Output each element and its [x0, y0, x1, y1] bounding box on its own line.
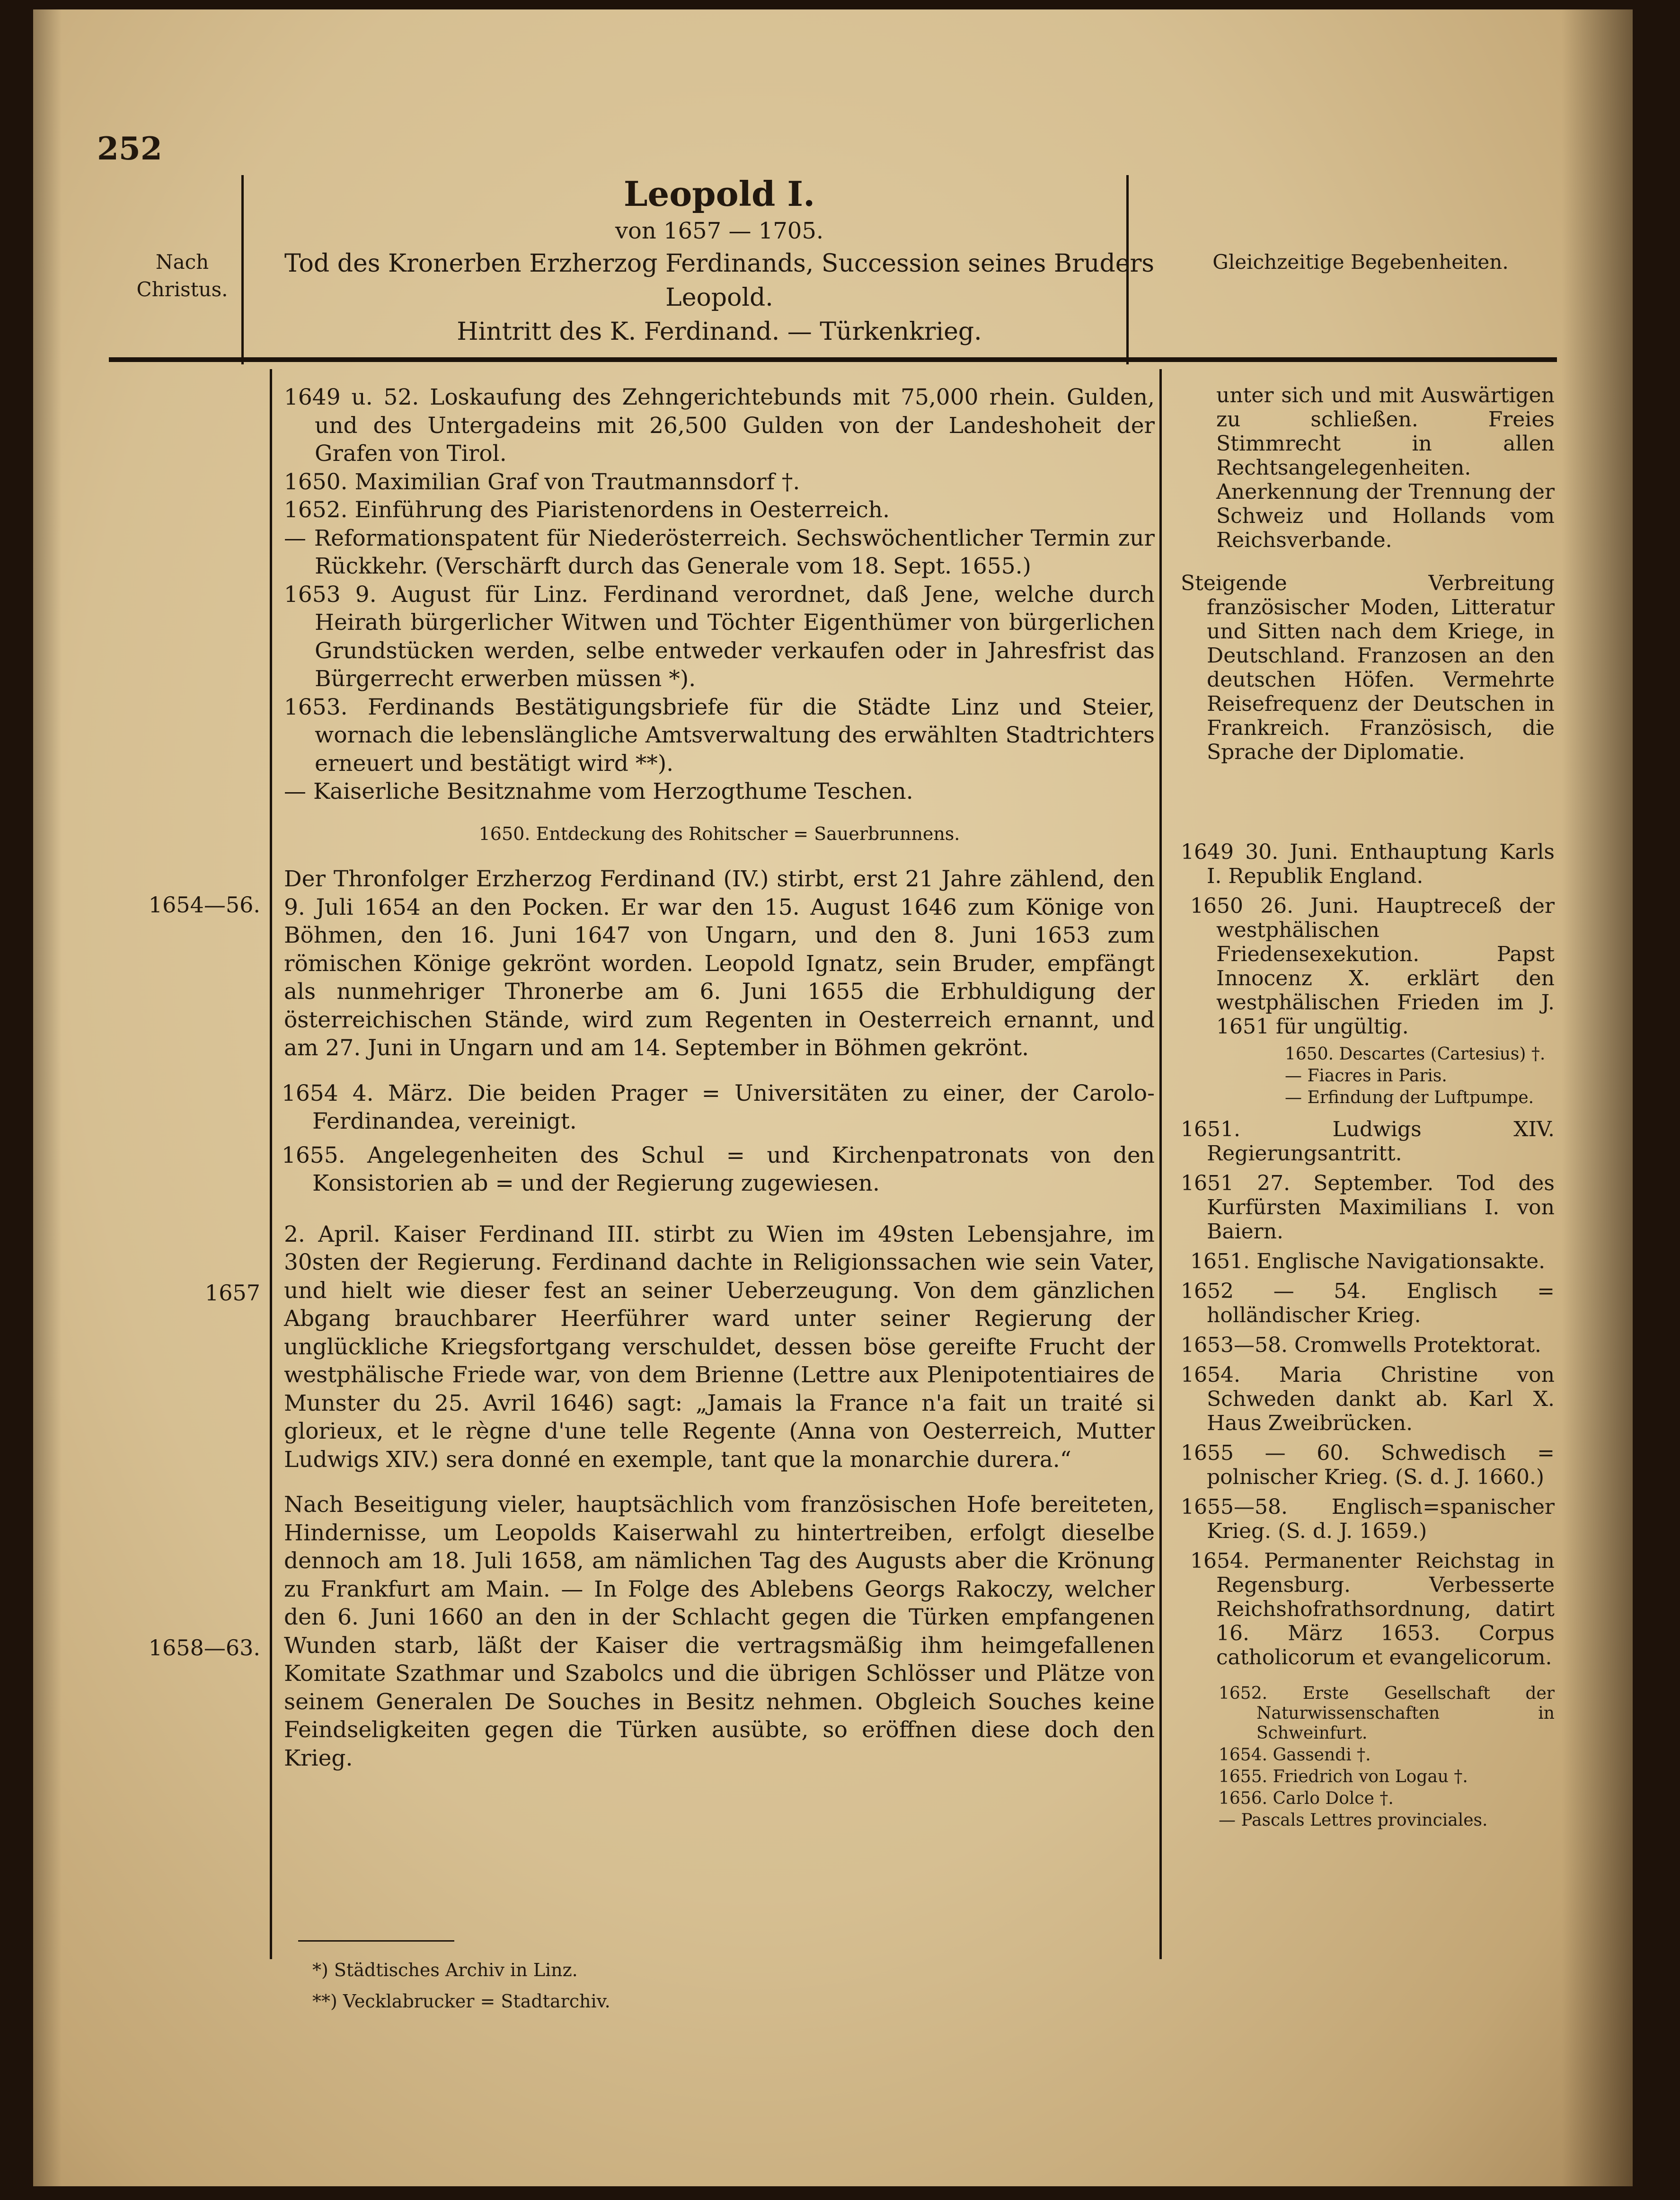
year-label: 1658—63. — [148, 1635, 260, 1661]
entry: — Reformationspatent für Niederösterreich. Sechswöchentlicher Termin zur Rückkehr. (Verschärft durch das Generale vom 18. Sept. 1655.) — [284, 525, 1155, 579]
side-entry: 1649 30. Juni. Enthauptung Karls I. Republik England. — [1181, 840, 1555, 888]
body-divider-left — [270, 369, 272, 1959]
header-divider-left — [241, 175, 244, 364]
entry: 1652. Einführung des Piaristenordens in Oesterreich. — [284, 497, 890, 523]
entry: 1653. Ferdinands Bestätigungsbriefe für die Städte Linz und Steier, wornach die lebenslängliche Amtsverwaltung des erwählten Stadtrichters erneuert und bestätigt wird **). — [284, 694, 1155, 777]
reign-title: Leopold I. — [623, 174, 815, 214]
reign-dates: von 1657 — 1705. — [615, 218, 824, 244]
entry: — Kaiserliche Besitznahme vom Herzogthume Teschen. — [284, 778, 913, 804]
page-number: 252 — [97, 130, 162, 167]
side-entry: 1654. Permanenter Reichstag in Regensburg. Verbesserte Reichshofrathsordnung, datirt 16. März 1653. Corpus catholicorum et evangelicorum. — [1190, 1549, 1555, 1670]
side-entry: 1655—58. Englisch=spanischer Krieg. (S. d. J. 1659.) — [1181, 1495, 1555, 1543]
side-entry: 1652 — 54. Englisch = holländischer Krieg. — [1181, 1279, 1555, 1327]
side-entry: 1653—58. Cromwells Protektorat. — [1181, 1333, 1541, 1357]
side-entry: — Erfindung der Luftpumpe. — [1285, 1088, 1534, 1107]
year-label: 1654—56. — [148, 892, 260, 918]
footnotes — [312, 1954, 880, 2017]
footnote: *) Städtisches Archiv in Linz. — [312, 1960, 578, 1980]
side-entry: Steigende Verbreitung französischer Moden, Litteratur und Sitten nach dem Kriege, in Deutschland. Franzosen an den deutschen Höfen. Vermehrte Reisefrequenz der Deutschen in Frankreich. Französisch, die Sprache der Diplomatie. — [1181, 571, 1555, 764]
footnote-rule — [298, 1940, 454, 1942]
side-entry: 1651. Englische Navigationsakte. — [1190, 1249, 1546, 1273]
side-entry: 1656. Carlo Dolce †. — [1219, 1789, 1394, 1808]
footnote: **) Vecklabrucker = Stadtarchiv. — [312, 1991, 610, 2012]
entry: 1654 4. März. Die beiden Prager = Universitäten zu einer, der Carolo-Ferdinandea, vereinigt. — [282, 1080, 1155, 1134]
side-entry: — Fiacres in Paris. — [1285, 1066, 1447, 1086]
centered-note: 1650. Entdeckung des Rohitscher = Sauerbrunnens. — [478, 823, 960, 844]
year-label: 1657 — [204, 1280, 260, 1306]
side-entry: 1654. Maria Christine von Schweden dankt ab. Karl X. Haus Zweibrücken. — [1181, 1363, 1555, 1435]
side-entry: 1652. Erste Gesellschaft der Naturwissenschaften in Schweinfurt. — [1219, 1684, 1555, 1743]
paragraph: Der Thronfolger Erzherzog Ferdinand (IV.) stirbt, erst 21 Jahre zählend, den 9. Juli 1654 an den Pocken. Er war den 15. August 1646 zum Könige von Böhmen, den 16. Juni 1647 von Ungarn, und den 8. Juni 1653 zum römischen Könige gekrönt worden. Leopold Ignatz, sein Bruder, empfängt als nunmehriger Thronerbe am 6. Juni 1655 die Erbhuldigung der österreichischen Stände, wird zum Regenten in Oesterreich ernannt, und am 27. Juni in Ungarn und am 14. September in Böhmen gekrönt. — [284, 866, 1155, 1061]
side-entry: 1654. Gassendi †. — [1219, 1745, 1371, 1765]
side-entry: 1651. Ludwigs XIV. Regierungsantritt. — [1181, 1117, 1555, 1166]
side-entry: 1650. Descartes (Cartesius) †. — [1285, 1044, 1546, 1064]
edge-shadow — [1562, 9, 1633, 2186]
side-entry: 1655 — 60. Schwedisch = polnischer Krieg. (S. d. J. 1660.) — [1181, 1441, 1555, 1489]
side-entry: 1655. Friedrich von Logau †. — [1219, 1767, 1468, 1786]
entry: 1653 9. August für Linz. Ferdinand verordnet, daß Jene, welche durch Heirath bürgerlicher Witwen und Töchter Eigenthümer von bürgerlichen Grundstücken werden, selbe entweder verkaufen oder in Jahresfrist das Bürgerrecht erwerben müssen *). — [284, 581, 1155, 692]
side-entry: unter sich und mit Auswärtigen zu schließen. Freies Stimmrecht in allen Rechtsangelegenheiten. Anerkennung der Trennung der Schweiz und Hollands vom Reichsverbande. — [1216, 383, 1555, 552]
side-entry: — Pascals Lettres provinciales. — [1219, 1811, 1488, 1830]
reign-heading — [279, 173, 1159, 349]
entry: 1650. Maximilian Graf von Trautmannsdorf †. — [284, 468, 800, 495]
column-label-nach-christus: Nach Christus. — [136, 250, 228, 301]
side-entry: 1651 27. September. Tod des Kurfürsten Maximilians I. von Baiern. — [1181, 1171, 1555, 1244]
side-column — [1181, 383, 1555, 1832]
main-column — [284, 383, 1155, 1772]
reign-subtitle-line1: Tod des Kronerben Erzherzog Ferdinands, Succession seines Bruders Leopold. — [284, 249, 1155, 312]
reign-subtitle-line2: Hintritt des K. Ferdinand. — Türkenkrieg. — [457, 318, 982, 346]
header-rule — [109, 357, 1557, 362]
column-label-concurrent-events: Gleichzeitige Begebenheiten. — [1212, 250, 1509, 274]
side-entry: 1650 26. Juni. Hauptreceß der westphälischen Friedensexekution. Papst Innocenz X. erklärt den westphälischen Frieden im J. 1651 für ungültig. — [1190, 894, 1555, 1039]
paragraph: 2. April. Kaiser Ferdinand III. stirbt zu Wien im 49sten Lebensjahre, im 30sten der Regierung. Ferdinand dachte in Religionssachen wie sein Vater, und hielt wie dieser fest an seiner Ueberzeugung. Von dem gänzlichen Abgang brauchbarer Heerführer ward unter seiner Regierung der unglückliche Kriegsfortgang verschuldet, dessen böse gereifte Frucht der westphälische Friede war, von dem Brienne (Lettre aux Plenipotentiaires de Munster du 25. Avril 1646) sagt: „Jamais la France n'a fait un traité si glorieux, et le règne d'une telle Regente (Anna von Oesterreich, Mutter Ludwigs XIV.) sera donné en exemple, tant que la monarchie durera.“ — [284, 1221, 1155, 1473]
book-page — [33, 9, 1633, 2186]
paragraph: Nach Beseitigung vieler, hauptsächlich vom französischen Hofe bereiteten, Hindernisse, um Leopolds Kaiserwahl zu hintertreiben, erfolgt dieselbe dennoch am 18. Juli 1658, am nämlichen Tag des Augusts aber die Krönung zu Frankfurt am Main. — In Folge des Ablebens Georgs Rakoczy, welcher den 6. Juni 1660 an den in der Schlacht gegen die Türken empfangenen Wunden starb, läßt der Kaiser die vertragsmäßig ihm heimgefallenen Komitate Szathmar und Szabolcs und die übrigen Schlösser und Plätze von seinem Generalen De Souches in Besitz nehmen. Obgleich Souches keine Feindseligkeiten gegen die Türken ausübte, so eröffnen diese doch den Krieg. — [284, 1492, 1155, 1771]
body-divider-right — [1159, 369, 1162, 1959]
entry: 1649 u. 52. Loskaufung des Zehngerichtebunds mit 75,000 rhein. Gulden, und des Untergadeins mit 26,500 Gulden von der Landeshoheit der Grafen von Tirol. — [284, 384, 1155, 467]
entry: 1655. Angelegenheiten des Schul = und Kirchenpatronats von den Konsistorien ab = und der Regierung zugewiesen. — [282, 1142, 1155, 1196]
gutter-shadow — [33, 9, 62, 2186]
